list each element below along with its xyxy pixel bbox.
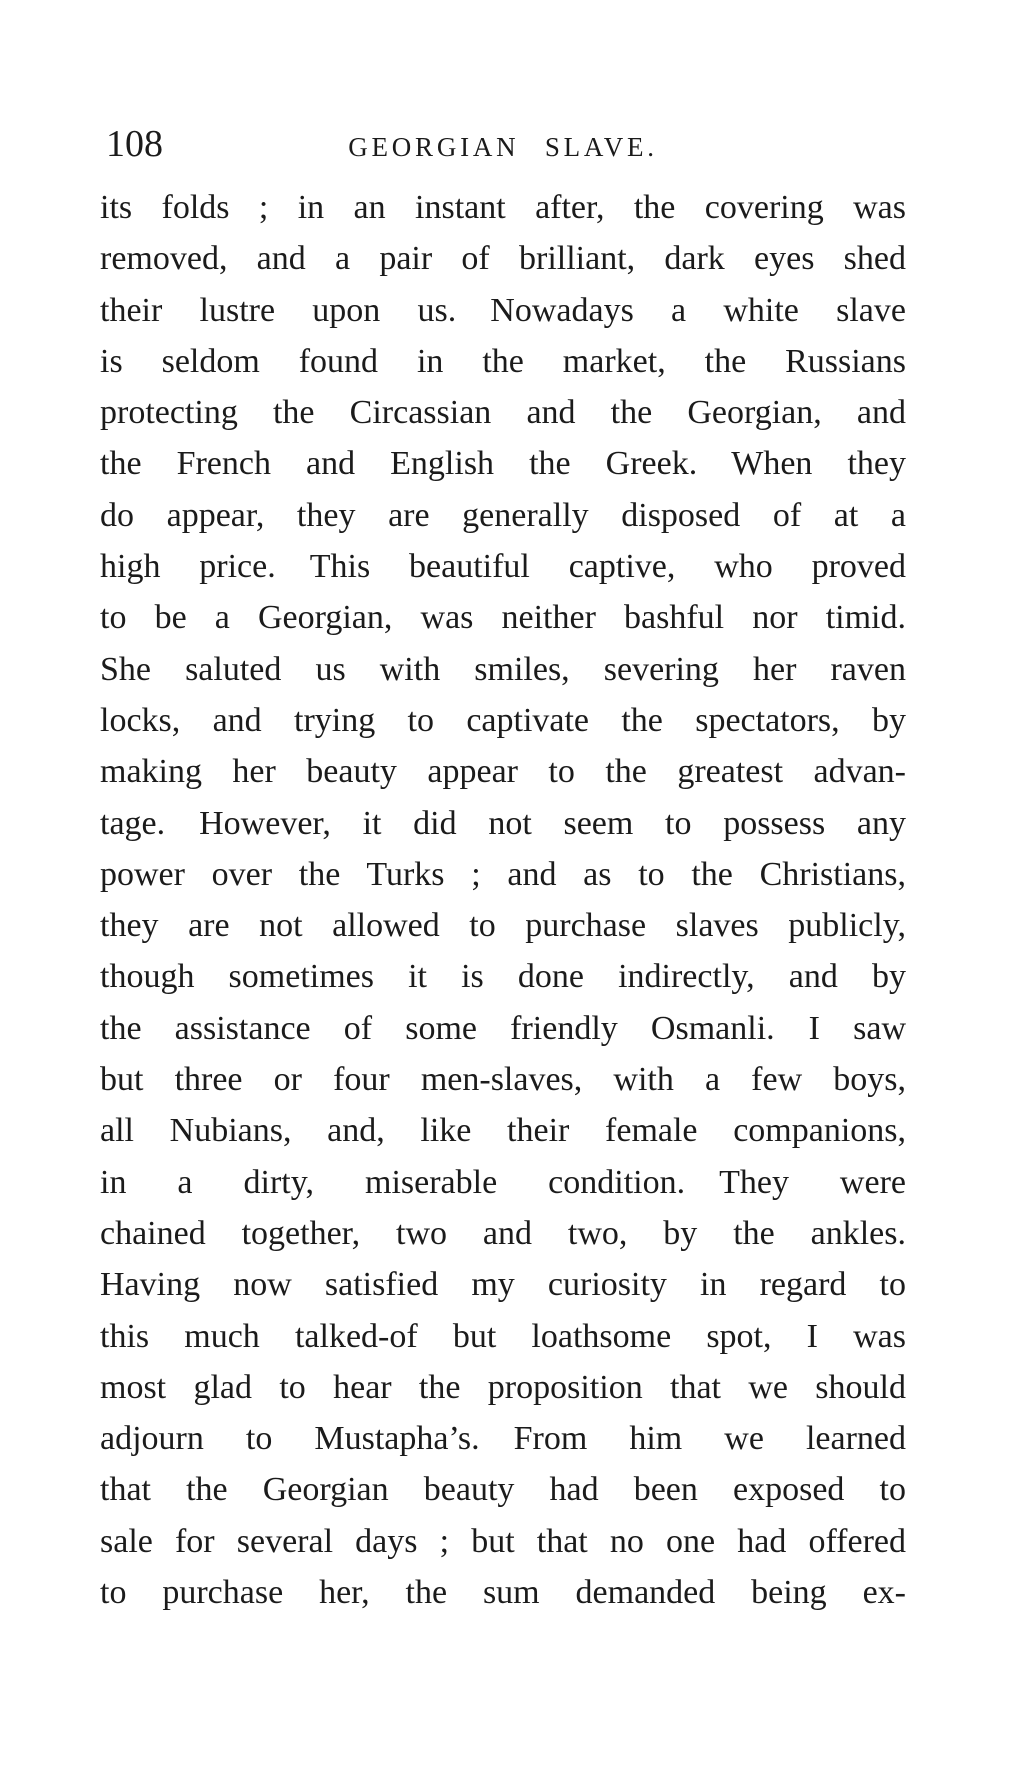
text-line: removed, and a pair of brilliant, dark eyes shed bbox=[100, 240, 906, 278]
text-line: all Nubians, and, like their female companions, bbox=[100, 1112, 906, 1150]
text-line: Having now satisfied my curiosity in regard to bbox=[100, 1266, 906, 1304]
text-line: though sometimes it is done indirectly, and by bbox=[100, 958, 906, 996]
text-line: She saluted us with smiles, severing her raven bbox=[100, 650, 906, 688]
text-line: adjourn to Mustapha’s. From him we learned bbox=[100, 1420, 906, 1458]
text-line: they are not allowed to purchase slaves publicly, bbox=[100, 907, 906, 945]
text-line: the assistance of some friendly Osmanli. I saw bbox=[100, 1009, 906, 1047]
text-line: to be a Georgian, was neither bashful nor timid. bbox=[100, 599, 906, 637]
text-line: the French and English the Greek. When they bbox=[100, 445, 906, 483]
text-line: in a dirty, miserable condition. They were bbox=[100, 1163, 906, 1201]
page-header bbox=[100, 122, 906, 170]
text-line: high price. This beautiful captive, who proved bbox=[100, 548, 906, 586]
text-line: tage. However, it did not seem to possess any bbox=[100, 804, 906, 842]
text-line: chained together, two and two, by the ankles. bbox=[100, 1214, 906, 1252]
text-line: to purchase her, the sum demanded being ex- bbox=[100, 1574, 906, 1612]
text-line: making her beauty appear to the greatest advan- bbox=[100, 753, 906, 791]
page-number: 108 bbox=[106, 123, 163, 165]
text-line: power over the Turks ; and as to the Christians, bbox=[100, 855, 906, 893]
text-line: but three or four men-slaves, with a few boys, bbox=[100, 1061, 906, 1099]
text-line: locks, and trying to captivate the spectators, by bbox=[100, 701, 906, 739]
text-line: their lustre upon us. Nowadays a white slave bbox=[100, 291, 906, 329]
running-title: GEORGIAN SLAVE. bbox=[348, 132, 658, 162]
text-line: most glad to hear the proposition that we should bbox=[100, 1368, 906, 1406]
text-line: sale for several days ; but that no one had offered bbox=[100, 1522, 906, 1560]
text-line: is seldom found in the market, the Russians bbox=[100, 342, 906, 380]
text-line: its folds ; in an instant after, the covering was bbox=[100, 189, 906, 226]
text-line: do appear, they are generally disposed of at a bbox=[100, 496, 906, 534]
text-line: protecting the Circassian and the Georgian, and bbox=[100, 394, 906, 432]
text-line: this much talked-of but loathsome spot, I was bbox=[100, 1317, 906, 1355]
text-line: that the Georgian beauty had been exposed to bbox=[100, 1471, 906, 1509]
body-text bbox=[100, 182, 906, 1618]
